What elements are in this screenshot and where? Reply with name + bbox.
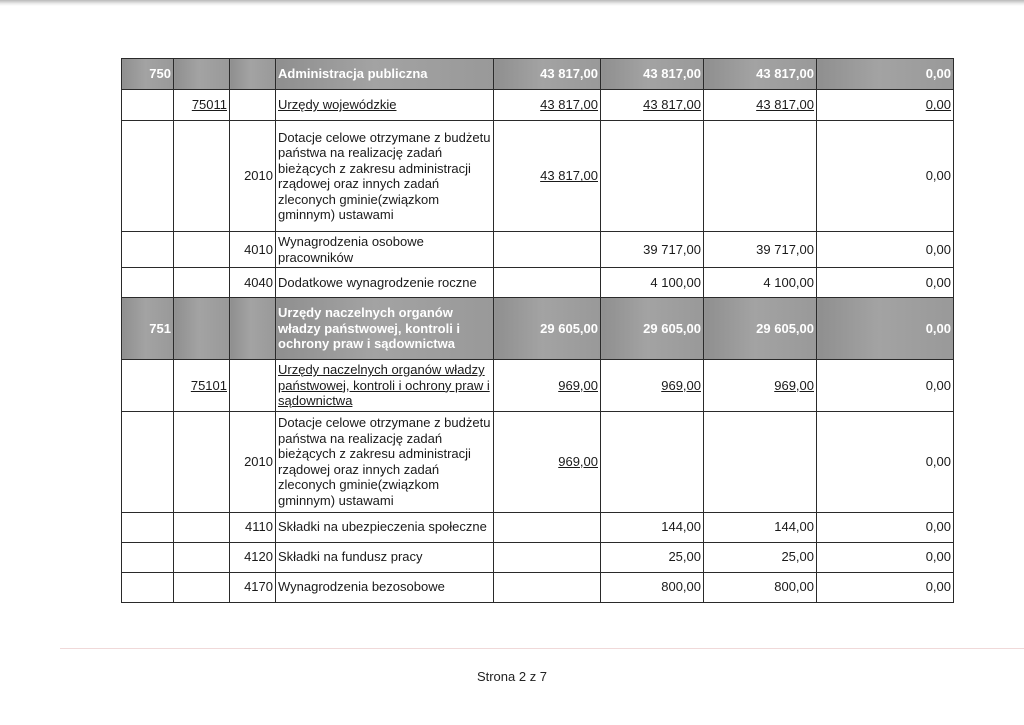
cell-rozdzial xyxy=(174,572,230,602)
cell-value-3: 39 717,00 xyxy=(704,232,817,268)
table-row-paragraf xyxy=(122,268,954,298)
table-row-rozdzial xyxy=(122,360,954,412)
cell-dzial xyxy=(122,542,174,572)
cell-value-2: 4 100,00 xyxy=(601,268,704,298)
cell-value-1: 969,00 xyxy=(494,360,601,412)
cell-value-4: 0,00 xyxy=(817,411,954,512)
cell-dzial: 751 xyxy=(122,298,174,360)
cell-name: Składki na fundusz pracy xyxy=(276,542,494,572)
cell-value-1 xyxy=(494,268,601,298)
table-row-paragraf xyxy=(122,572,954,602)
cell-paragraf: 4120 xyxy=(230,542,276,572)
cell-name: Dodatkowe wynagrodzenie roczne xyxy=(276,268,494,298)
cell-value-4: 0,00 xyxy=(817,232,954,268)
cell-rozdzial xyxy=(174,232,230,268)
cell-value-2: 25,00 xyxy=(601,542,704,572)
cell-dzial xyxy=(122,121,174,232)
cell-paragraf: 2010 xyxy=(230,411,276,512)
cell-rozdzial xyxy=(174,59,230,90)
budget-table xyxy=(121,58,954,603)
cell-name: Dotacje celowe otrzymane z budżetu państwa na realizację zadań bieżących z zakresu administracji rządowej oraz innych zadań zleconych gminie(związkom gminnym) ustawami xyxy=(276,121,494,232)
cell-name: Wynagrodzenia bezosobowe xyxy=(276,572,494,602)
table-row-paragraf xyxy=(122,542,954,572)
cell-dzial xyxy=(122,90,174,121)
cell-dzial: 750 xyxy=(122,59,174,90)
cell-value-3: 43 817,00 xyxy=(704,90,817,121)
cell-value-1: 29 605,00 xyxy=(494,298,601,360)
cell-value-1: 43 817,00 xyxy=(494,90,601,121)
cell-rozdzial: 75101 xyxy=(174,360,230,412)
table-row-dzial xyxy=(122,298,954,360)
cell-value-2: 800,00 xyxy=(601,572,704,602)
cell-paragraf: 2010 xyxy=(230,121,276,232)
cell-dzial xyxy=(122,360,174,412)
cell-value-2: 144,00 xyxy=(601,512,704,542)
cell-rozdzial xyxy=(174,411,230,512)
cell-paragraf xyxy=(230,90,276,121)
cell-rozdzial xyxy=(174,542,230,572)
table-row-rozdzial xyxy=(122,90,954,121)
cell-rozdzial xyxy=(174,121,230,232)
cell-value-2 xyxy=(601,121,704,232)
cell-value-1: 43 817,00 xyxy=(494,59,601,90)
cell-dzial xyxy=(122,572,174,602)
cell-name: Administracja publiczna xyxy=(276,59,494,90)
cell-name: Dotacje celowe otrzymane z budżetu państwa na realizację zadań bieżących z zakresu administracji rządowej oraz innych zadań zleconych gminie(związkom gminnym) ustawami xyxy=(276,411,494,512)
cell-paragraf: 4110 xyxy=(230,512,276,542)
table-row-paragraf xyxy=(122,411,954,512)
cell-value-3: 29 605,00 xyxy=(704,298,817,360)
cell-paragraf: 4040 xyxy=(230,268,276,298)
cell-value-3 xyxy=(704,121,817,232)
cell-dzial xyxy=(122,411,174,512)
cell-value-1 xyxy=(494,232,601,268)
cell-rozdzial xyxy=(174,268,230,298)
cell-value-3: 144,00 xyxy=(704,512,817,542)
cell-value-3: 4 100,00 xyxy=(704,268,817,298)
cell-value-1: 969,00 xyxy=(494,411,601,512)
cell-value-4: 0,00 xyxy=(817,121,954,232)
cell-paragraf: 4170 xyxy=(230,572,276,602)
cell-value-2 xyxy=(601,411,704,512)
cell-paragraf: 4010 xyxy=(230,232,276,268)
cell-name: Urzędy naczelnych organów władzy państwowej, kontroli i ochrony praw i sądownictwa xyxy=(276,360,494,412)
cell-name: Urzędy wojewódzkie xyxy=(276,90,494,121)
cell-value-1 xyxy=(494,512,601,542)
cell-value-1 xyxy=(494,542,601,572)
cell-value-2: 43 817,00 xyxy=(601,90,704,121)
cell-value-2: 39 717,00 xyxy=(601,232,704,268)
cell-value-4: 0,00 xyxy=(817,572,954,602)
cell-name: Wynagrodzenia osobowe pracowników xyxy=(276,232,494,268)
cell-paragraf xyxy=(230,360,276,412)
table-row-paragraf xyxy=(122,121,954,232)
cell-value-4: 0,00 xyxy=(817,268,954,298)
cell-value-3: 43 817,00 xyxy=(704,59,817,90)
cell-value-4: 0,00 xyxy=(817,542,954,572)
cell-value-2: 969,00 xyxy=(601,360,704,412)
cell-name: Składki na ubezpieczenia społeczne xyxy=(276,512,494,542)
cell-dzial xyxy=(122,512,174,542)
cell-rozdzial xyxy=(174,512,230,542)
cell-value-2: 29 605,00 xyxy=(601,298,704,360)
cell-value-3 xyxy=(704,411,817,512)
cell-value-1 xyxy=(494,572,601,602)
cell-rozdzial xyxy=(174,298,230,360)
cell-dzial xyxy=(122,268,174,298)
scan-top-edge xyxy=(0,0,1024,6)
cell-value-4: 0,00 xyxy=(817,59,954,90)
table-row-paragraf xyxy=(122,232,954,268)
cell-value-3: 800,00 xyxy=(704,572,817,602)
cell-paragraf xyxy=(230,298,276,360)
table-row-dzial xyxy=(122,59,954,90)
table-row-paragraf xyxy=(122,512,954,542)
cell-value-4: 0,00 xyxy=(817,360,954,412)
page-divider xyxy=(60,648,1024,649)
cell-value-2: 43 817,00 xyxy=(601,59,704,90)
cell-value-1: 43 817,00 xyxy=(494,121,601,232)
page-number: Strona 2 z 7 xyxy=(476,669,548,684)
cell-rozdzial: 75011 xyxy=(174,90,230,121)
cell-value-3: 25,00 xyxy=(704,542,817,572)
cell-dzial xyxy=(122,232,174,268)
cell-value-4: 0,00 xyxy=(817,298,954,360)
cell-value-3: 969,00 xyxy=(704,360,817,412)
cell-value-4: 0,00 xyxy=(817,90,954,121)
cell-value-4: 0,00 xyxy=(817,512,954,542)
cell-name: Urzędy naczelnych organów władzy państwowej, kontroli i ochrony praw i sądownictwa xyxy=(276,298,494,360)
cell-paragraf xyxy=(230,59,276,90)
